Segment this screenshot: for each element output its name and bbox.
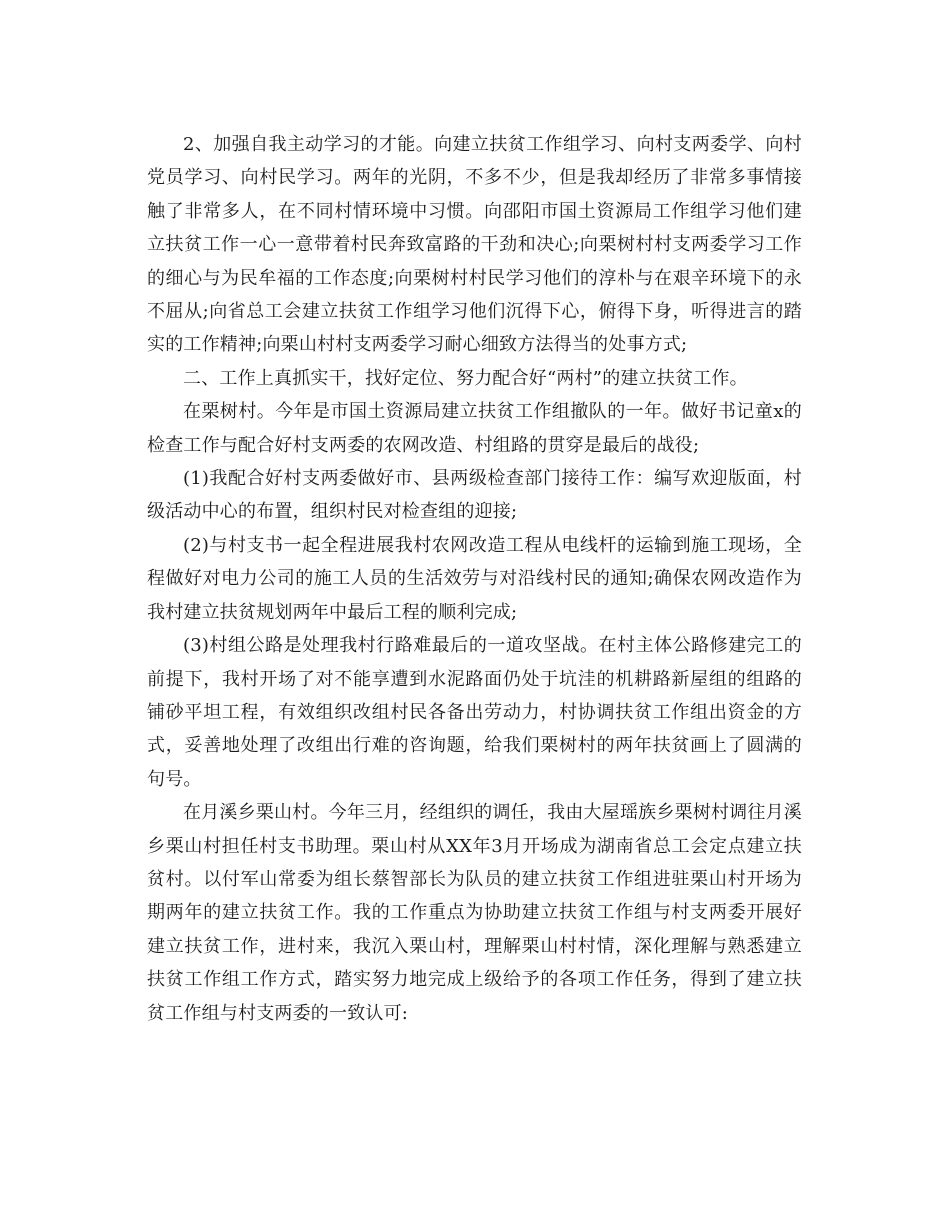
document-body bbox=[147, 128, 802, 1030]
paragraph-item-1: (1)我配合好村支两委做好市、县两级检查部门接待工作：编写欢迎版面，村级活动中心的布置，组织村民对检查组的迎接; bbox=[147, 468, 802, 523]
paragraph-item-2: (2)与村支书一起全程进展我村农网改造工程从电线杆的运输到施工现场，全程做好对电力公司的施工人员的生活效劳与对沿线村民的通知;确保农网改造作为我村建立扶贫规划两年中最后工程的顺利完成; bbox=[147, 534, 802, 623]
paragraph-lishu-village: 在栗树村。今年是市国土资源局建立扶贫工作组撤队的一年。做好书记童x的检查工作与配合好村支两委的农网改造、村组路的贯穿是最后的战役; bbox=[147, 401, 802, 456]
paragraph-learning: 2、加强自我主动学习的才能。向建立扶贫工作组学习、向村支两委学、向村党员学习、向村民学习。两年的光阴，不多不少，但是我却经历了非常多事情接触了非常多人，在不同村情环境中习惯。向邵阳市国土资源局工作组学习他们建立扶贫工作一心一意带着村民奔致富路的干劲和决心;向栗树村村支两委学习工作的细心与为民牟福的工作态度;向栗树村村民学习他们的淳朴与在艰辛环境下的永不屈从;向省总工会建立扶贫工作组学习他们沉得下心，俯得下身，听得进言的踏实的工作精神;向栗山村村支两委学习耐心细致方法得当的处事方式; bbox=[147, 134, 802, 356]
paragraph-item-3: (3)村组公路是处理我村行路难最后的一道攻坚战。在村主体公路修建完工的前提下，我村开场了对不能享遭到水泥路面仍处于坑洼的机耕路新屋组的组路的铺砂平坦工程，有效组织改组村民各备出劳动力，村协调扶贫工作组出资金的方式，妥善地处理了改组出行难的咨询题，给我们栗树村的两年扶贫画上了圆满的句号。 bbox=[147, 635, 802, 790]
paragraph-section-heading: 二、工作上真抓实干，找好定位、努力配合好“两村”的建立扶贫工作。 bbox=[183, 367, 748, 389]
paragraph-lishan-village: 在月溪乡栗山村。今年三月，经组织的调任，我由大屋瑶族乡栗树村调往月溪乡栗山村担任村支书助理。栗山村从XX年3月开场成为湖南省总工会定点建立扶贫村。以付军山常委为组长蔡智部长为队员的建立扶贫工作组进驻栗山村开场为期两年的建立扶贫工作。我的工作重点为协助建立扶贫工作组与村支两委开展好建立扶贫工作，进村来，我沉入栗山村，理解栗山村村情，深化理解与熟悉建立扶贫工作组工作方式，踏实努力地完成上级给予的各项工作任务，得到了建立扶贫工作组与村支两委的一致认可: bbox=[147, 802, 802, 1024]
